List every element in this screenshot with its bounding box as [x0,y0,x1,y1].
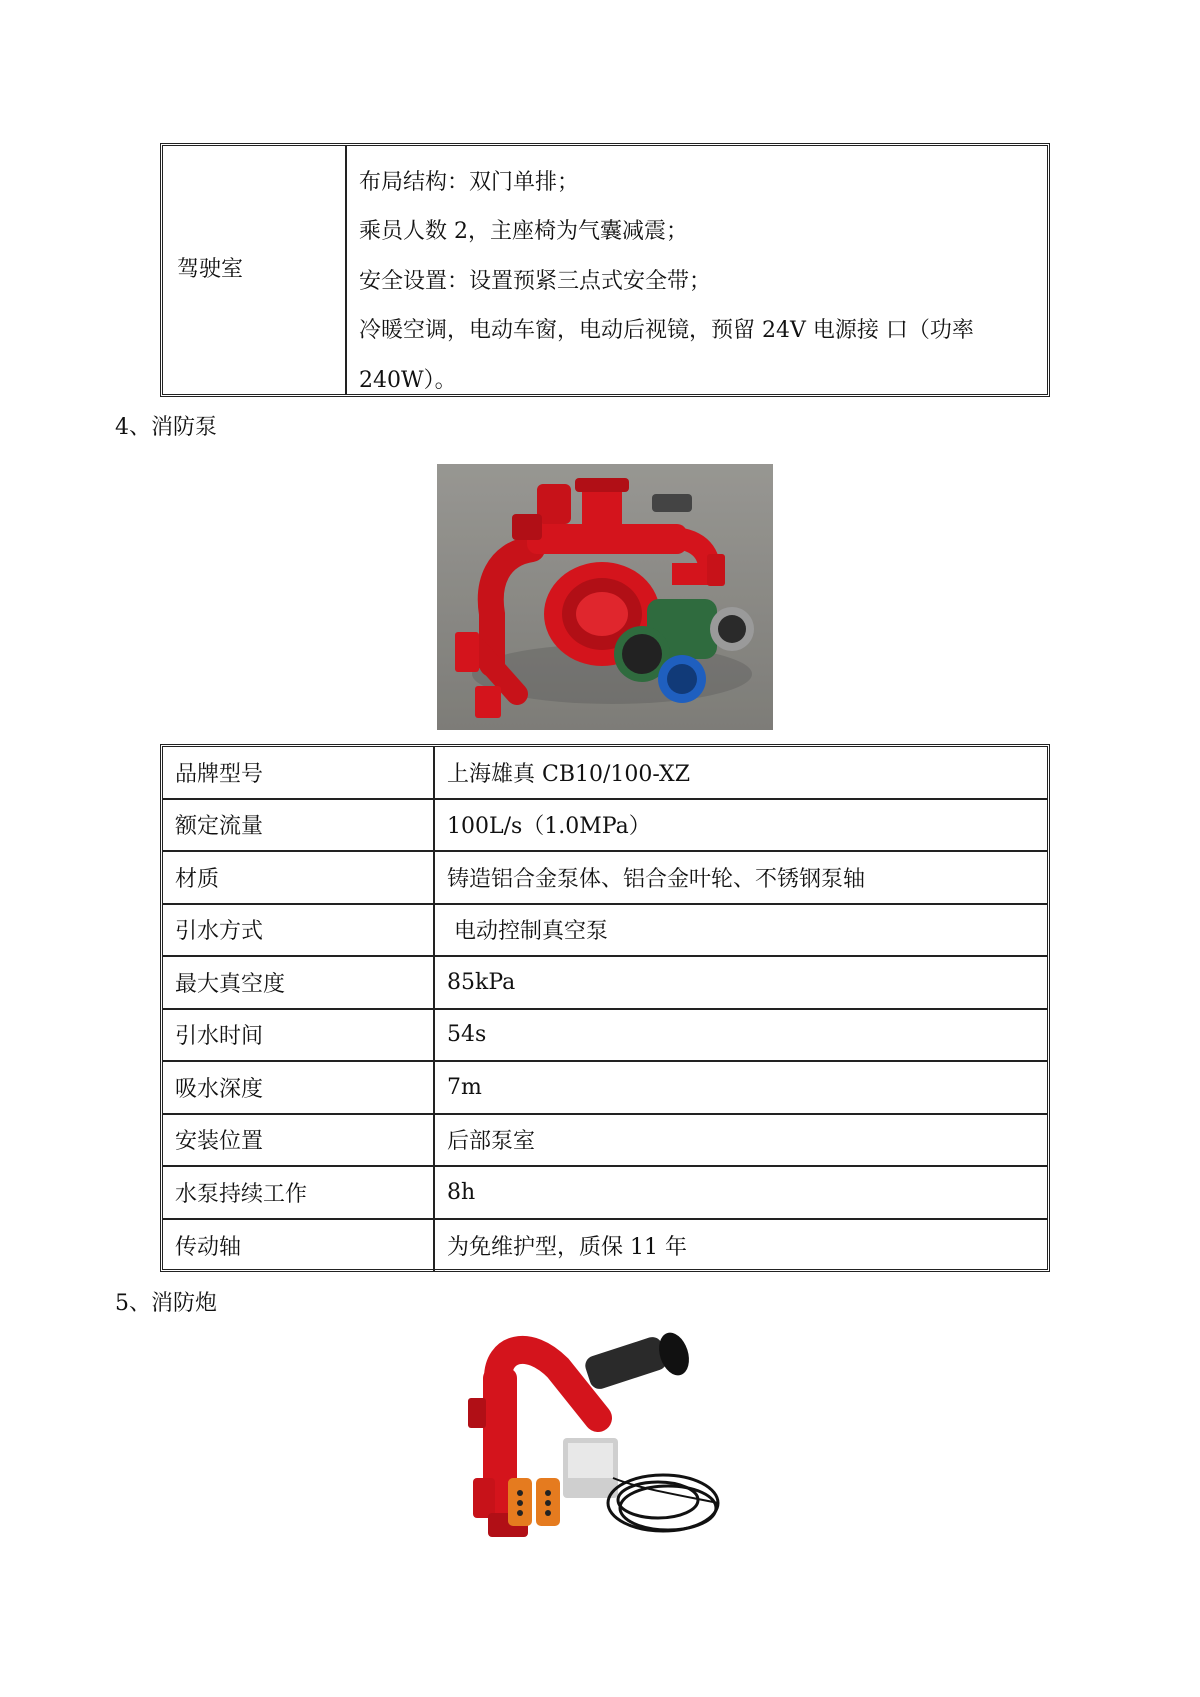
cab-spec-table [160,143,1050,397]
spec-value: 8h [447,1179,476,1205]
table-row [163,905,1047,958]
spec-key: 传动轴 [163,1220,435,1273]
table-row [163,1167,1047,1220]
table-row [163,800,1047,853]
spec-value: 后部泵室 [447,1129,536,1155]
spec-key: 水泵持续工作 [163,1167,435,1218]
spec-key: 引水方式 [163,905,435,956]
table-row [163,957,1047,1010]
table-row [163,1062,1047,1115]
spec-key: 吸水深度 [163,1062,435,1113]
cab-line: 布局结构：双门单排； [359,169,580,195]
spec-value: 54s [447,1022,487,1048]
cab-line: 安全设置：设置预紧三点式安全带； [359,268,712,294]
table-row [163,1220,1047,1273]
spec-key: 额定流量 [163,800,435,851]
spec-value: 上海雄真 CB10/100-XZ [447,761,690,787]
spec-value: 电动控制真空泵 [447,919,608,945]
cab-description [347,146,1047,394]
spec-value: 为免维护型，质保 11 年 [447,1235,687,1261]
spec-value: 7m [447,1074,482,1100]
cab-label: 驾驶室 [163,146,347,394]
spec-value: 100L/s（1.0MPa） [447,814,651,840]
fire-pump-photo [437,464,773,730]
section-heading-fire-pump: 4、消防泵 [115,415,217,440]
cab-line: 乘员人数 2，主座椅为气囊减震； [359,219,688,245]
spec-key: 品牌型号 [163,747,435,798]
spec-value: 85kPa [447,969,516,995]
table-row [163,1115,1047,1168]
spec-value: 铸造铝合金泵体、铝合金叶轮、不锈钢泵轴 [447,866,866,892]
cab-line: 冷暖空调，电动车窗，电动后视镜，预留 24V 电源接 口（功率 [359,318,974,344]
table-row [163,852,1047,905]
fire-monitor-photo [468,1328,748,1578]
spec-key: 安装位置 [163,1115,435,1166]
pump-spec-table [160,744,1050,1272]
spec-key: 引水时间 [163,1010,435,1061]
cab-line: 240W）。 [359,367,457,393]
section-heading-fire-monitor: 5、消防炮 [115,1291,217,1316]
spec-key: 材质 [163,852,435,903]
table-row [163,747,1047,800]
spec-key: 最大真空度 [163,957,435,1008]
table-row [163,1010,1047,1063]
